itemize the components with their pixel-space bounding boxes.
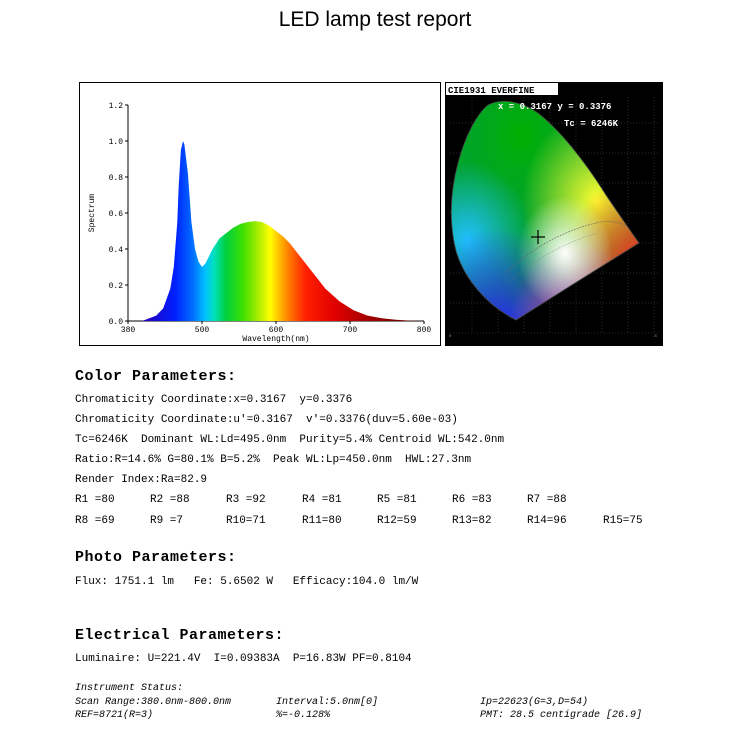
r-value: R9 =7	[150, 515, 184, 527]
r-value: R7 =88	[527, 494, 567, 506]
r-value: R1 =80	[75, 494, 115, 506]
render-index-line: Render Index:Ra=82.9	[75, 474, 208, 486]
r-value: R10=71	[226, 515, 266, 527]
x-tick-label: 700	[342, 326, 358, 335]
luminaire-line: Luminaire: U=221.4V I=0.09383A P=16.83W PF=0.8104	[75, 653, 412, 665]
ref-value: REF=8721(R=3)	[75, 710, 154, 721]
color-parameters-heading: Color Parameters:	[75, 368, 237, 385]
svg-text:.8: .8	[652, 335, 657, 339]
spectrum-chart-panel	[79, 82, 441, 346]
y-tick-label: 1.0	[108, 138, 123, 147]
report-title: LED lamp test report	[278, 8, 472, 31]
x-axis-label: Wavelength(nm)	[242, 335, 310, 344]
chromaticity-uv-line: Chromaticity Coordinate:u'=0.3167 v'=0.3376(duv=5.60e-03)	[75, 414, 458, 426]
r-value: R5 =81	[377, 494, 417, 506]
r-value: R8 =69	[75, 515, 115, 527]
r-value: R12=59	[377, 515, 417, 527]
y-tick-label: 0.4	[108, 246, 123, 255]
x-tick-label: 380	[120, 326, 136, 335]
y-tick-label: 0.0	[108, 318, 123, 327]
spectrum-area	[142, 141, 424, 321]
cie-diagram-panel	[445, 82, 663, 346]
ip-value: Ip=22623(G=3,D=54)	[480, 697, 589, 708]
r-value: R3 =92	[226, 494, 266, 506]
cie-diagram	[446, 83, 662, 345]
pmt-value: PMT: 28.5 centigrade [26.9]	[480, 710, 643, 721]
r-value: R4 =81	[302, 494, 342, 506]
delta-value: %=-0.128%	[276, 710, 331, 721]
y-tick-label: 1.2	[108, 102, 123, 111]
r-value: R14=96	[527, 515, 567, 527]
flux-line: Flux: 1751.1 lm Fe: 5.6502 W Efficacy:104.0 lm/W	[75, 576, 419, 588]
cie-tc-annotation: Tc = 6246K	[564, 119, 619, 129]
r-value: R11=80	[302, 515, 342, 527]
x-tick-label: 800	[416, 326, 432, 335]
photo-parameters-heading: Photo Parameters:	[75, 549, 237, 566]
spectrum-chart	[80, 83, 440, 345]
y-tick-label: 0.8	[108, 174, 123, 183]
svg-text:0: 0	[449, 335, 452, 339]
y-tick-label: 0.6	[108, 210, 123, 219]
interval: Interval:5.0nm[0]	[276, 697, 379, 708]
r-value: R15=75	[603, 515, 643, 527]
chromaticity-xy-line: Chromaticity Coordinate:x=0.3167 y=0.3376	[75, 394, 353, 406]
y-tick-label: 0.2	[108, 282, 123, 291]
r-value: R6 =83	[452, 494, 492, 506]
r-value: R13=82	[452, 515, 492, 527]
scan-range: Scan Range:380.0nm-800.0nm	[75, 697, 232, 708]
y-axis-label: Spectrum	[88, 193, 97, 233]
x-tick-label: 600	[268, 326, 284, 335]
instrument-status-heading: Instrument Status:	[75, 683, 184, 694]
electrical-parameters-heading: Electrical Parameters:	[75, 627, 285, 644]
cie-xy-annotation: x = 0.3167 y = 0.3376	[498, 102, 612, 112]
ratio-peak-line: Ratio:R=14.6% G=80.1% B=5.2% Peak WL:Lp=450.0nm HWL:27.3nm	[75, 454, 472, 466]
x-tick-label: 500	[194, 326, 210, 335]
cie-title: CIE1931 EVERFINE	[448, 86, 535, 96]
r-value: R2 =88	[150, 494, 190, 506]
tc-dominant-line: Tc=6246K Dominant WL:Ld=495.0nm Purity=5.4% Centroid WL:542.0nm	[75, 434, 505, 446]
